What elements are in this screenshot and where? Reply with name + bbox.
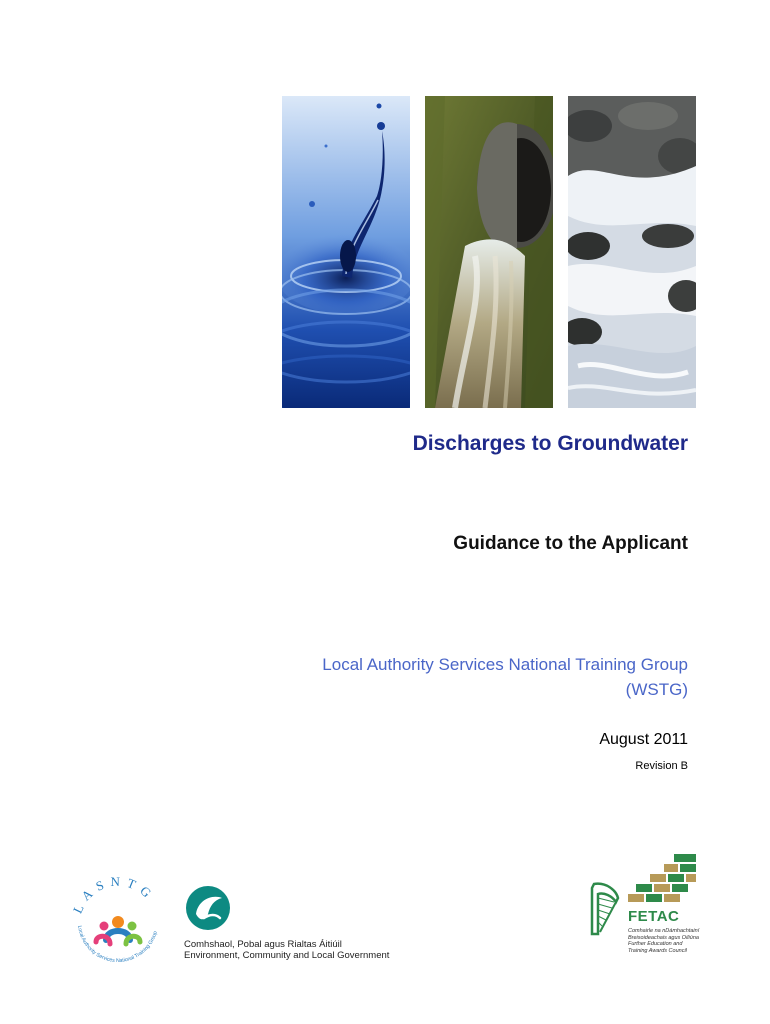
department-emblem-icon	[184, 884, 232, 932]
lasntg-acronym: LASNTG	[69, 873, 159, 916]
river-rapids-photo	[568, 96, 696, 408]
lasntg-ring-text: Local Authority Services National Training Group	[76, 925, 159, 965]
fetac-name: FETAC	[628, 908, 680, 925]
water-splash-photo	[282, 96, 410, 408]
department-name	[184, 939, 389, 961]
lasntg-logo	[66, 864, 170, 968]
svg-text:LASNTG	[70, 874, 159, 916]
organisation-line-1: Local Authority Services National Training Group	[322, 655, 688, 674]
fetac-logo	[626, 852, 700, 908]
harp-icon	[586, 880, 622, 938]
document-subtitle: Guidance to the Applicant	[453, 533, 688, 554]
organisation-line-2: (WSTG)	[625, 680, 688, 699]
document-date: August 2011	[599, 731, 688, 748]
fetac-line-4: Training Awards Council	[628, 947, 687, 954]
drain-pipe-outfall-photo	[425, 96, 553, 408]
fetac-full-name	[628, 928, 699, 954]
department-name-english: Environment, Community and Local Government	[184, 950, 390, 961]
document-revision: Revision B	[635, 760, 688, 772]
cover-photo-strip	[282, 96, 696, 408]
fetac-line-1: Comhairle na nDámhachtainí	[628, 928, 700, 934]
fetac-line-3: Further Education and	[628, 941, 683, 947]
document-title: Discharges to Groundwater	[412, 432, 688, 455]
department-name-irish: Comhshaol, Pobal agus Rialtas Áitiúil	[184, 939, 342, 950]
organisation-name	[208, 652, 688, 702]
fetac-line-2: Breisoideachais agus Oiliúna	[628, 934, 699, 941]
